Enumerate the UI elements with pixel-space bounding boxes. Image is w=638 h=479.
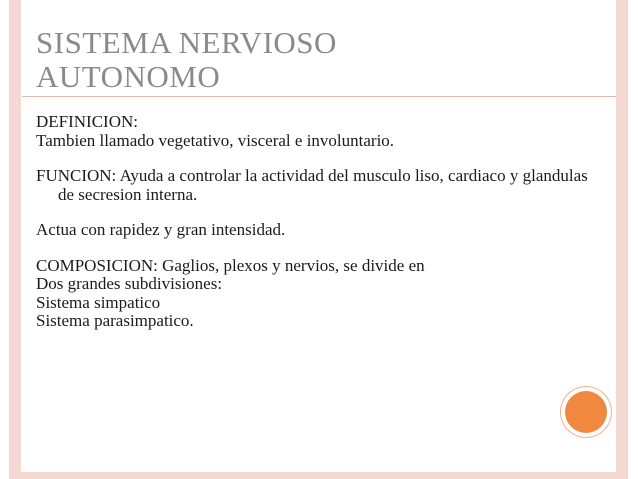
subdivisiones-intro: Dos grandes subdivisiones: — [36, 274, 223, 293]
composicion-text: COMPOSICION: Gaglios, plexos y nervios, se divide en — [36, 255, 425, 275]
subdivision-parasimpatico: Sistema parasimpatico. — [36, 311, 194, 330]
decorative-circle — [565, 391, 607, 433]
title-line-1: SISTEMA NERVIOSO — [36, 25, 337, 60]
actua-text: Actua con rapidez y gran intensidad. — [36, 220, 286, 239]
bottom-frame-bar — [9, 472, 628, 479]
left-frame-bar — [9, 0, 21, 479]
funcion-text: FUNCION: Ayuda a controlar la actividad del musculo liso, cardiaco y glandulas de secresion interna. — [36, 166, 588, 204]
title-divider — [22, 96, 616, 97]
subdivision-simpatico: Sistema simpatico — [36, 292, 161, 312]
title-line-2: AUTONOMO — [36, 59, 221, 94]
slide-title — [36, 26, 337, 94]
slide-body — [36, 113, 596, 331]
right-frame-bar — [616, 0, 628, 479]
definicion-heading: DEFINICION: — [36, 112, 138, 131]
definicion-text: Tambien llamado vegetativo, visceral e involuntario. — [36, 130, 395, 150]
